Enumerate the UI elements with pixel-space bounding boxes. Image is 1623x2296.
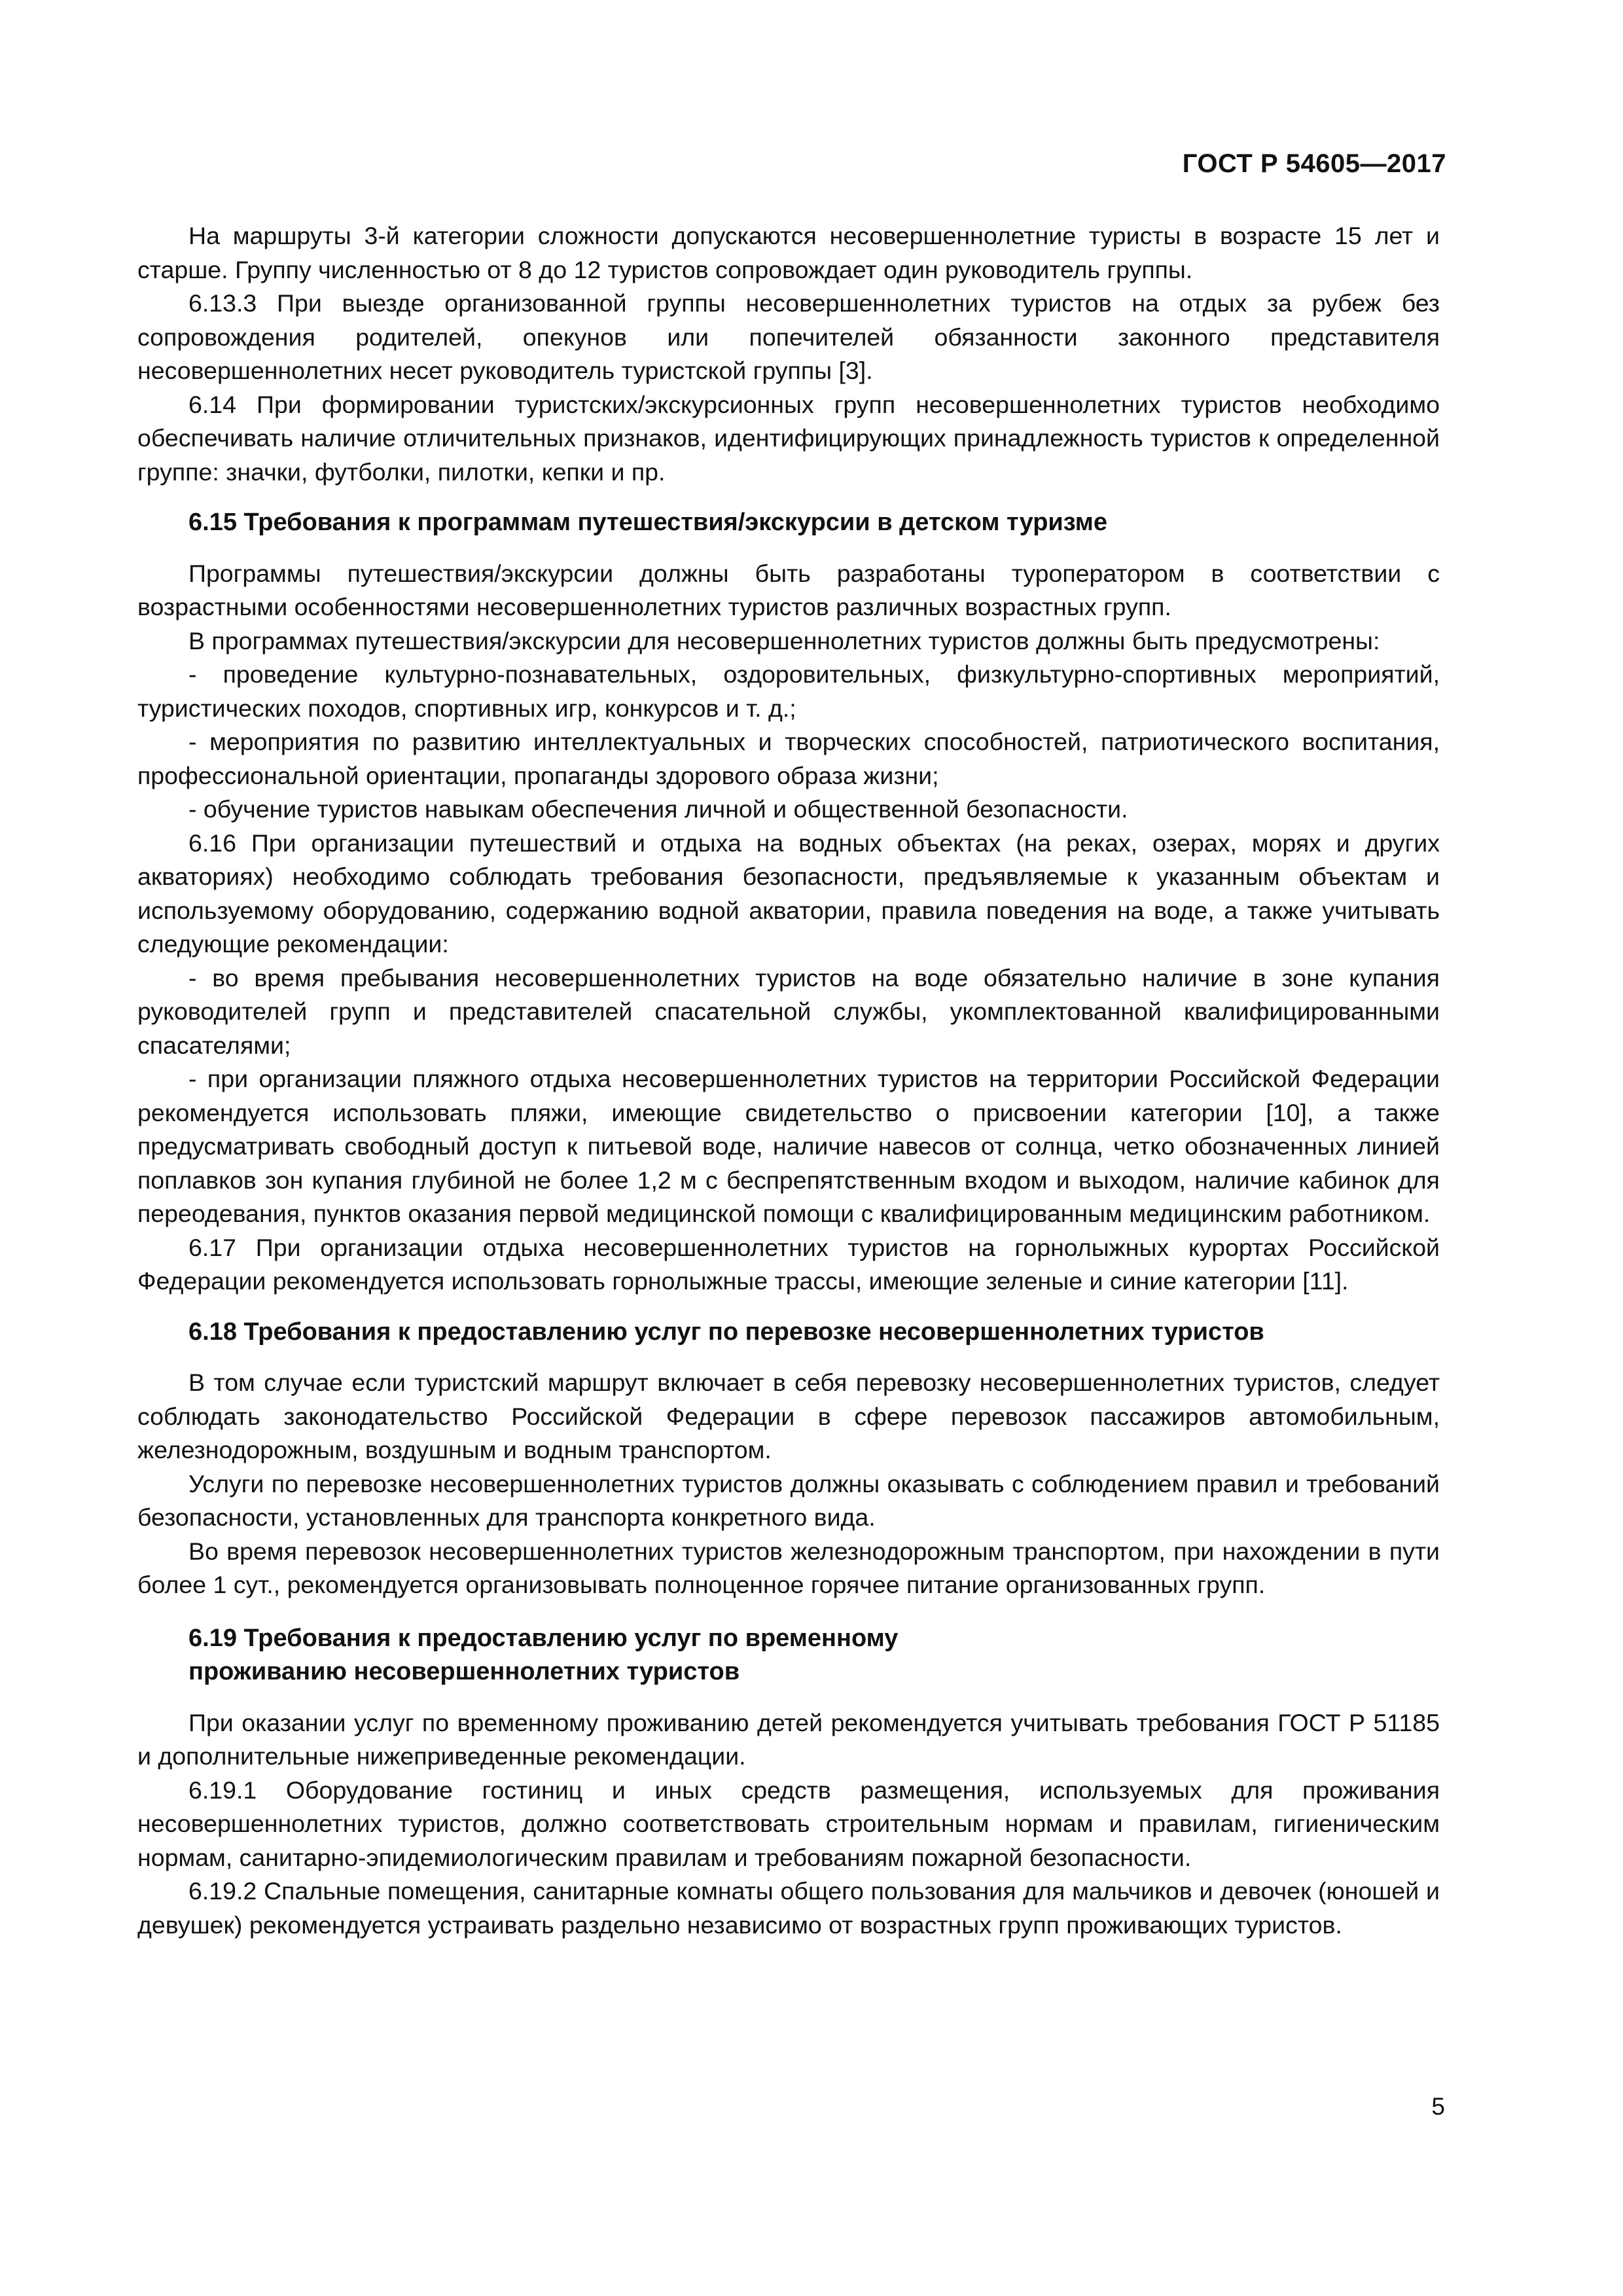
paragraph: 6.19.1 Оборудование гостиниц и иных средств размещения, используемых для проживания несовершеннолетних туристов, должно соответствовать строительным нормам и правилам, гигиеническим нормам, санитарно-эпидемиологическим правилам и требованиям пожарной безопасности. (137, 1776, 1440, 1871)
list-item: - проведение культурно-познавательных, оздоровительных, физкультурно-спортивных мероприятий, туристических походов, спортивных игр, конкурсов и т. д.; (137, 660, 1440, 722)
document-body (137, 219, 1440, 1942)
paragraph: 6.14 При формировании туристских/экскурсионных групп несовершеннолетних туристов необходимо обеспечивать наличие отличительных признаков, идентифицирующих принадлежность туристов к определенной группе: значки, футболки, пилотки, кепки и пр. (137, 390, 1440, 486)
section-heading-6-18: 6.18 Требования к предоставлению услуг по перевозке несовершеннолетних туристов (188, 1318, 1264, 1346)
section-heading-6-19: 6.19 Требования к предоставлению услуг по временному проживанию несовершеннолетних туристов (188, 1624, 899, 1685)
list-item: - мероприятия по развитию интеллектуальных и творческих способностей, патриотического воспитания, профессиональной ориентации, пропаганды здорового образа жизни; (137, 728, 1440, 789)
list-item: - во время пребывания несовершеннолетних туристов на воде обязательно наличие в зоне купания руководителей групп и представителей спасательной службы, укомплектованной квалифицированными спасателями; (137, 963, 1440, 1059)
paragraph: Программы путешествия/экскурсии должны быть разработаны туроператором в соответствии с возрастными особенностями несовершеннолетних туристов различных возрастных групп. (137, 559, 1440, 620)
document-code-header: ГОСТ Р 54605—2017 (1182, 149, 1446, 178)
paragraph: 6.13.3 При выезде организованной группы несовершеннолетних туристов на отдых за рубеж без сопровождения родителей, опекунов или попечителей обязанности законного представителя несовершеннолетних несет руководитель туристской группы [3]. (137, 289, 1440, 384)
paragraph: В программах путешествия/экскурсии для несовершеннолетних туристов должны быть предусмотрены: (188, 626, 1380, 655)
list-item: - при организации пляжного отдыха несовершеннолетних туристов на территории Российской Федерации рекомендуется использовать пляжи, имеющие свидетельство о присвоении категории [10], а также предусматривать свободный доступ к питьевой воде, наличие навесов от солнца, четко обозначенных линией поплавков зон купания глубиной не более 1,2 м с беспрепятственным входом и выходом, наличие кабинок для переодевания, пунктов оказания первой медицинской помощи с квалифицированным медицинским работником. (137, 1065, 1440, 1227)
paragraph: Услуги по перевозке несовершеннолетних туристов должны оказывать с соблюдением правил и требований безопасности, установленных для транспорта конкретного вида. (137, 1469, 1440, 1531)
paragraph: 6.19.2 Спальные помещения, санитарные комнаты общего пользования для мальчиков и девочек (юношей и девушек) рекомендуется устраивать раздельно независимо от возрастных групп проживающих туристов. (137, 1877, 1440, 1939)
paragraph: Во время перевозок несовершеннолетних туристов железнодорожным транспортом, при нахождении в пути более 1 сут., рекомендуется организовывать полноценное горячее питание организованных групп. (137, 1537, 1440, 1598)
paragraph: На маршруты 3-й категории сложности допускаются несовершеннолетние туристы в возрасте 15 лет и старше. Группу численностью от 8 до 12 туристов сопровождает один руководитель группы. (137, 222, 1440, 283)
paragraph: При оказании услуг по временному проживанию детей рекомендуется учитывать требования ГОСТ Р 51185 и дополнительные нижеприведенные рекомендации. (137, 1708, 1440, 1770)
paragraph: В том случае если туристский маршрут включает в себя перевозку несовершеннолетних туристов, следует соблюдать законодательство Российской Федерации в сфере перевозок пассажиров автомобильным, железнодорожным, воздушным и водным транспортом. (137, 1369, 1440, 1463)
list-item: - обучение туристов навыкам обеспечения личной и общественной безопасности. (188, 795, 1128, 823)
section-heading-6-15: 6.15 Требования к программам путешествия/экскурсии в детском туризме (188, 509, 1107, 536)
paragraph: 6.17 При организации отдыха несовершеннолетних туристов на горнолыжных курортах Российской Федерации рекомендуется использовать горнолыжные трассы, имеющие зеленые и синие категории [11]. (137, 1233, 1440, 1295)
page-number: 5 (1431, 2093, 1445, 2120)
paragraph: 6.16 При организации путешествий и отдыха на водных объектах (на реках, озерах, морях и других акваториях) необходимо соблюдать требования безопасности, предъявляемые к указанным объектам и используемому оборудованию, содержанию водной акватории, правила поведения на воде, а также учитывать следующие рекомендации: (137, 829, 1440, 958)
